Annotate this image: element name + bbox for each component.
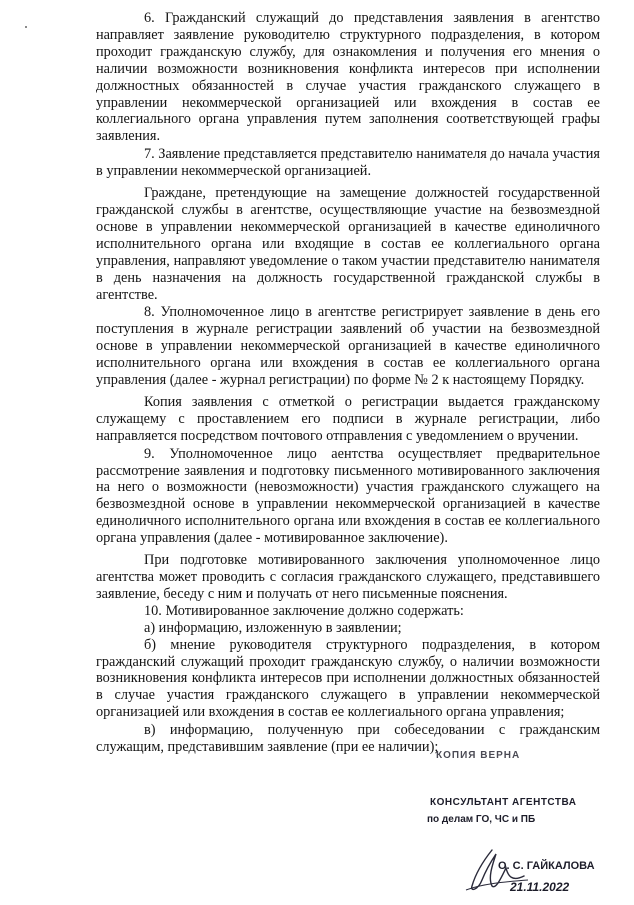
stamp-name: О. С. ГАЙКАЛОВА: [498, 860, 595, 872]
paragraph-9: 9. Уполномоченное лицо аентства осуществляет предварительное рассмотрение заявления и подготовку письменного мотивированного заключения на него о возможности (невозможности) участия гражданского служащего на безвозмездной основе в управлении некоммерческой организацией в качестве единоличного исполнительного органа или вхождения в состав ее коллегиального органа управления (далее - мотивированное заключение).: [96, 445, 600, 547]
paragraph-preparation: При подготовке мотивированного заключения уполномоченное лицо агентства может проводить с согласия гражданского служащего, представившего заявление, беседу с ним и получать от него письменные пояснения.: [96, 552, 600, 602]
paragraph-10: 10. Мотивированное заключение должно содержать:: [144, 602, 464, 619]
item-c: в) информацию, полученную при собеседовании с гражданским служащим, представившим заявление (при ее наличии);: [96, 722, 600, 756]
paragraph-6: 6. Гражданский служащий до представления заявления в агентство направляет заявление руководителю структурного подразделения, в котором проходит гражданскую службу, для ознакомления и получения его мнения о наличии возможности возникновения конфликта интересов при исполнении должностных обязанностей в случае участия гражданского служащего в управлении некоммерческой организацией или вхождения в состав ее коллегиального органа управления путем заполнения соответствующей графы заявления.: [96, 10, 600, 145]
item-a: а) информацию, изложенную в заявлении;: [144, 619, 402, 636]
stamp-line-copy: КОПИЯ ВЕРНА: [436, 750, 521, 761]
signature-icon: [462, 846, 532, 896]
paragraph-citizens: Граждане, претендующие на замещение должностей государственной гражданской службы в агентстве, осуществляющие участие на безвозмездной основе в управлении некоммерческой организацией в качестве единоличного исполнительного органа или входящие в состав ее коллегиального органа управления, направляют уведомление о таком участии представителю нанимателя в день назначения на должность государственной гражданской службы в агентстве.: [96, 185, 600, 303]
stamp-line-department: по делам ГО, ЧС и ПБ: [427, 814, 536, 825]
document-page: [96, 10, 600, 756]
paragraph-7: 7. Заявление представляется представителю нанимателя до начала участия в управлении некоммерческой организацией.: [96, 146, 600, 180]
paragraph-8: 8. Уполномоченное лицо в агентстве регистрирует заявление в день его поступления в журнале регистрации заявлений об участии на безвозмездной основе в управлении некоммерческой организацией в качестве единоличного исполнительного органа или вхождения в состав ее коллегиального органа управления (далее - журнал регистрации) по форме № 2 к настоящему Порядку.: [96, 304, 600, 389]
stamp-line-position: КОНСУЛЬТАНТ АГЕНТСТВА: [430, 797, 577, 808]
item-b: б) мнение руководителя структурного подразделения, в котором гражданский служащий проходит гражданскую службу, о наличии возможности возникновения конфликта интересов при исполнении должностных обязанностей в случае участия гражданского служащего в управлении некоммерческой организацией или вхождения в состав ее коллегиального органа управления;: [96, 636, 600, 721]
paragraph-copy: Копия заявления с отметкой о регистрации выдается гражданскому служащему с проставлением его подписи в журнале регистрации, либо направляется посредством почтового отправления с уведомлением о вручении.: [96, 393, 600, 444]
stamp-date: 21.11.2022: [510, 880, 570, 894]
scan-speck: [25, 26, 27, 28]
